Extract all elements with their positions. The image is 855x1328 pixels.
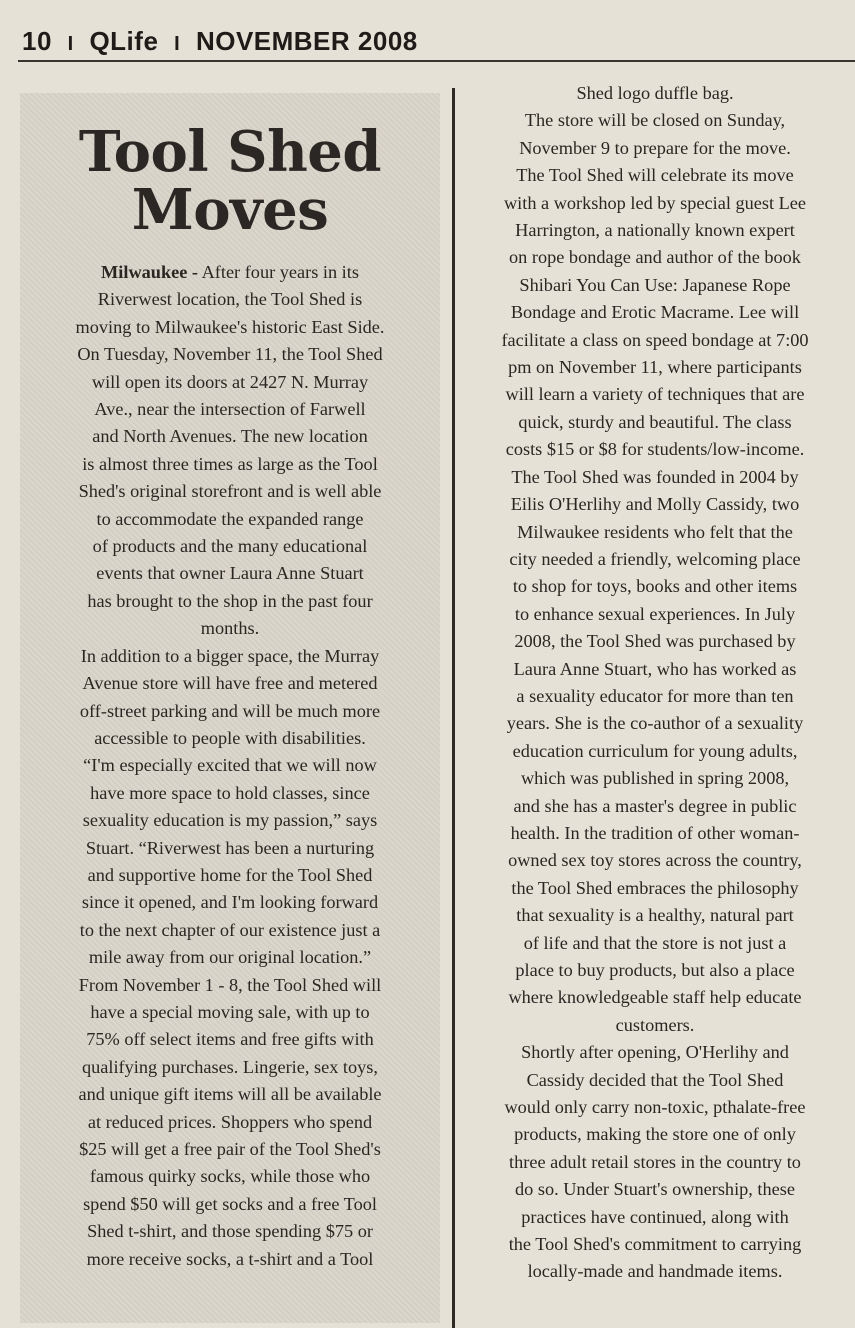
text-line: Shed t-shirt, and those spending $75 or [87,1221,373,1242]
text-line: pm on November 11, where participants [508,357,802,378]
text-line: The Tool Shed will celebrate its move [516,165,794,186]
text-line: and she has a master's degree in public [513,795,797,816]
text-line: events that owner Laura Anne Stuart [96,563,364,584]
text-line: the Tool Shed's commitment to carrying [508,1234,802,1255]
text-line: Cassidy decided that the Tool Shed [526,1069,784,1090]
header-rule [18,60,855,62]
text-line: the Tool Shed embraces the philosophy [511,877,799,898]
text-line: a sexuality educator for more than ten [516,685,794,706]
text-line: The Tool Shed was founded in 2004 by [511,466,799,487]
text-line: more receive socks, a t-shirt and a Tool [86,1248,374,1269]
issue-date: NOVEMBER 2008 [195,26,418,56]
headline-line: Moves [131,177,329,243]
right-column [470,80,840,1286]
text-line: is almost three times as large as the Tool [82,453,378,474]
column-divider [452,88,455,1328]
text-line: Milwaukee residents who felt that the [517,521,793,542]
text-line: costs $15 or $8 for students/low-income. [505,439,805,460]
text-line: would only carry non-toxic, pthalate-free [504,1097,806,1118]
text-line: and supportive home for the Tool Shed [87,864,373,885]
text-line: Bondage and Erotic Macrame. Lee will [510,302,800,323]
right-column-text [470,80,840,1286]
text-line: $25 will get a free pair of the Tool Shed's [79,1139,381,1159]
article-headline [20,119,440,243]
text-line: three adult retail stores in the country to [509,1151,801,1172]
text-line: off-street parking and will be much more [79,700,381,721]
text-line: From November 1 - 8, the Tool Shed will [78,974,382,995]
text-line: with a workshop led by special guest Lee [503,192,807,213]
text-line: on rope bondage and author of the book [509,247,801,268]
text-line: of life and that the store is not just a [523,932,787,953]
text-line: locally-made and handmade items. [527,1261,783,1282]
text-line: Eilis O'Herlihy and Molly Cassidy, two [510,494,800,515]
text-line: accessible to people with disabilities. [94,727,366,748]
text-line: years. She is the co-author of a sexuality [506,713,804,734]
text-line: Avenue store will have free and metered [82,673,378,694]
text-line: since it opened, and I'm looking forward [81,892,379,913]
text-line: Laura Anne Stuart, who has worked as [513,658,797,679]
text-line: Shibari You Can Use: Japanese Rope [519,274,791,295]
text-line: moving to Milwaukee's historic East Side. [75,316,385,337]
text-line: Ave., near the intersection of Farwell [94,399,366,420]
page-header [22,26,418,57]
text-line: Shed's original storefront and is well able [78,481,382,502]
text-line: that sexuality is a healthy, natural part [516,905,794,926]
text-line: place to buy products, but also a place [515,960,795,980]
text-line: customers. [615,1014,695,1035]
text-line: city needed a friendly, welcoming place [509,548,801,569]
text-line: where knowledgeable staff help educate [508,987,802,1008]
text-line: education curriculum for young adults, [512,740,798,761]
header-separator: I [174,33,181,55]
text-line: health. In the tradition of other woman- [510,822,800,843]
text-line: November 9 to prepare for the move. [519,137,791,158]
text-line: to shop for toys, books and other items [512,576,798,597]
publication-name: QLife [89,26,159,56]
text-line: do so. Under Stuart's ownership, these [514,1179,795,1200]
text-line: months. [200,618,260,639]
left-column-text [20,259,440,1273]
text-line-content: After four years in its [201,262,359,282]
text-line: has brought to the shop in the past four [87,590,373,611]
left-column [20,93,440,1323]
text-line: The store will be closed on Sunday, [524,110,786,131]
text-line: will learn a variety of techniques that are [505,384,805,405]
text-line: at reduced prices. Shoppers who spend [87,1111,373,1132]
text-line: “I'm especially excited that we will now [83,755,377,776]
dateline: Milwaukee - [101,262,199,282]
text-line: owned sex toy stores across the country, [508,850,802,871]
text-line: practices have continued, along with [521,1206,789,1227]
text-line: On Tuesday, November 11, the Tool Shed [77,344,383,365]
text-line: sexuality education is my passion,” says [82,810,378,831]
text-line: Harrington, a nationally known expert [515,220,795,241]
text-line: to enhance sexual experiences. In July [514,603,796,624]
text-line: have more space to hold classes, since [90,782,370,803]
text-line: Shed logo duffle bag. [576,83,734,103]
text-line: qualifying purchases. Lingerie, sex toys, [82,1056,378,1077]
text-line: to the next chapter of our existence just a [79,919,381,940]
text-line: famous quirky socks, while those who [89,1166,371,1187]
headline-line: Tool Shed [78,119,382,185]
text-line: Riverwest location, the Tool Shed is [97,289,363,310]
text-line: Shortly after opening, O'Herlihy and [521,1042,789,1063]
text-line: In addition to a bigger space, the Murray [80,645,380,666]
text-line: 2008, the Tool Shed was purchased by [514,631,796,652]
header-separator: I [67,33,74,55]
text-line: will open its doors at 2427 N. Murray [91,371,369,392]
text-line: facilitate a class on speed bondage at 7:00 [501,329,809,350]
text-line: spend $50 will get socks and a free Tool [83,1193,377,1214]
text-line: of products and the many educational [92,536,368,557]
text-line: and unique gift items will all be available [78,1084,382,1105]
text-line: quick, sturdy and beautiful. The class [518,411,792,432]
text-line: to accommodate the expanded range [96,508,364,529]
text-line: products, making the store one of only [514,1124,796,1145]
text-line: 75% off select items and free gifts with [86,1029,374,1050]
text-line [20,259,440,286]
text-line: mile away from our original location.” [88,947,372,968]
page-number: 10 [22,26,52,56]
text-line: and North Avenues. The new location [92,426,368,447]
text-line: have a special moving sale, with up to [90,1001,370,1022]
text-line: Stuart. “Riverwest has been a nurturing [85,837,375,858]
text-line: which was published in spring 2008, [520,768,790,789]
